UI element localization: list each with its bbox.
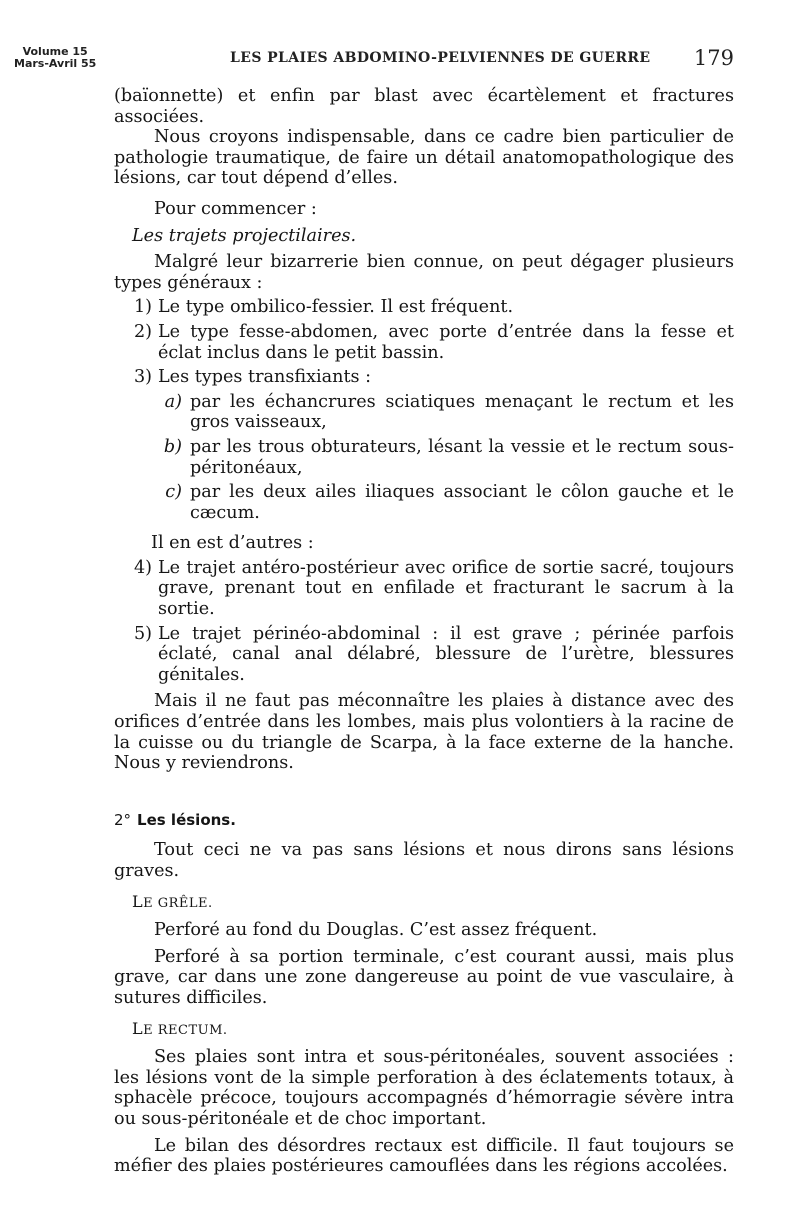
list-number: 2) [133,321,152,342]
list-number: 5) [133,623,152,644]
section-heading [114,810,734,831]
heading-initial: L [132,1018,144,1038]
heading-rest: E GRÊLE. [143,895,213,911]
paragraph: Il en est d’autres : [151,533,314,554]
sub-list-text: par les deux ailes iliaques associant le côlon gauche et le cæcum. [190,482,734,523]
body-text [114,86,734,1177]
sub-list-item [114,482,734,523]
paragraph: Pour commencer : [154,198,317,219]
page-number: 179 [693,46,734,70]
paragraph: Perforé à sa portion terminale, c’est courant aussi, mais plus grave, car dans une zone dangereuse au point de vue vasculaire, à sutures difficiles. [114,946,734,1008]
list-text: Les types transfixiants : [158,367,372,388]
paragraph: Perforé au fond du Douglas. C’est assez fréquent. [154,920,598,941]
list-number: 4) [133,557,152,578]
journal-volume-info [14,46,96,70]
organ-heading-rectum [132,1019,734,1042]
section-number: 2° [114,810,132,829]
sub-list-item [114,437,734,478]
paragraph: Ses plaies sont intra et sous-péritonéales, souvent associées : les lésions vont de la simple perforation à des éclatements totaux, à sphacèle précoce, toujours accompagnés d’hémorragie sévère intra ou sous-péritonéale et de choc important. [114,1047,734,1129]
sub-list-item [114,392,734,433]
volume-label: Volume 15 [22,45,88,58]
list-item [114,624,734,686]
list-item [114,322,734,363]
page-header [0,0,800,80]
list-item [114,367,734,388]
heading-rest: E RECTUM. [143,1022,228,1038]
issue-label: Mars-Avril 55 [14,57,97,70]
list-text: Le trajet périnéo-abdominal : il est grave ; périnée parfois éclaté, canal anal délabré, blessure de l’urètre, blessures génitales. [158,623,734,685]
list-text: Le trajet antéro-postérieur avec orifice de sortie sacré, toujours grave, prenant tout en enfilade et fracturant le sacrum à la sortie. [158,557,734,620]
subsection-heading: Les trajets projectilaires. [132,225,357,246]
list-number: 1) [133,297,152,318]
list-item [114,297,734,318]
paragraph: Mais il ne faut pas méconnaître les plaies à distance avec des orifices d’entrée dans les lombes, mais plus volontiers à la racine de la cuisse ou du triangle de Scarpa, à la face externe de la hanche. Nous y reviendrons. [114,691,734,774]
sub-list-letter: a) [164,391,182,412]
paragraph: Malgré leur bizarrerie bien connue, on peut dégager plusieurs types généraux : [114,252,734,293]
paragraph: Nous croyons indispensable, dans ce cadre bien particulier de pathologie traumatique, de faire un détail anatomopathologique des lésions, car tout dépend d’elles. [114,127,734,189]
running-title: LES PLAIES ABDOMINO-PELVIENNES DE GUERRE [230,50,651,66]
sub-list-letter: b) [163,436,182,457]
sub-list-text: par les échancrures sciatiques menaçant le rectum et les gros vaisseaux, [190,391,734,433]
paragraph: Tout ceci ne va pas sans lésions et nous dirons sans lésions graves. [114,840,734,881]
organ-heading-grele [132,892,734,915]
paragraph: (baïonnette) et enfin par blast avec écartèlement et fractures associées. [114,86,734,127]
list-number: 3) [133,367,152,388]
section-title: Les lésions. [137,810,236,829]
list-item [114,558,734,620]
heading-initial: L [132,891,144,911]
paragraph: Le bilan des désordres rectaux est difficile. Il faut toujours se méfier des plaies postérieures camouflées dans les régions accolées. [114,1135,734,1177]
sub-list-text: par les trous obturateurs, lésant la vessie et le rectum sous-péritonéaux, [190,436,734,478]
list-text: Le type ombilico-fessier. Il est fréquent. [158,297,514,318]
list-text: Le type fesse-abdomen, avec porte d’entrée dans la fesse et éclat inclus dans le petit bassin. [158,321,734,363]
sub-list-letter: c) [165,482,182,503]
